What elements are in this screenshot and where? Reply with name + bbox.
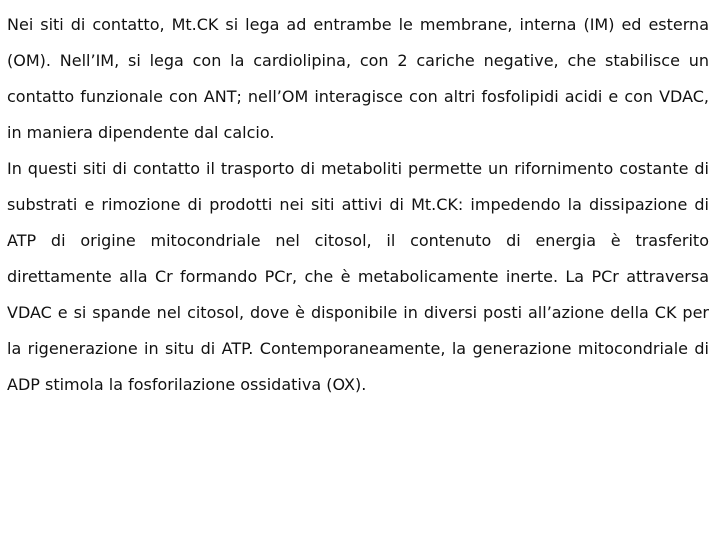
paragraph-contact-sites-binding: Nei siti di contatto, Mt.CK si lega ad entrambe le membrane, interna (IM) ed esterna (OM). Nell’IM, si lega con la cardiolipina, con 2 cariche negative, che stabilisce un contatto funzionale con ANT; nell’OM interagisce con altri fosfolipidi acidi e con VDAC, in maniera dipendente dal calcio.	[7, 15, 709, 142]
body-text	[7, 7, 709, 403]
paragraph-metabolite-transport: In questi siti di contatto il trasporto di metaboliti permette un rifornimento costante di substrati e rimozione di prodotti nei siti attivi di Mt.CK: impedendo la dissipazione di ATP di origine mitocondriale nel citosol, il contenuto di energia è trasferito direttamente alla Cr formando PCr, che è metabolicamente inerte. La PCr attraversa VDAC e si spande nel citosol, dove è disponibile in diversi posti all’azione della CK per la rigenerazione in situ di ATP. Contemporaneamente, la generazione mitocondriale di ADP stimola la fosforilazione ossidativa (OX).	[7, 159, 709, 394]
